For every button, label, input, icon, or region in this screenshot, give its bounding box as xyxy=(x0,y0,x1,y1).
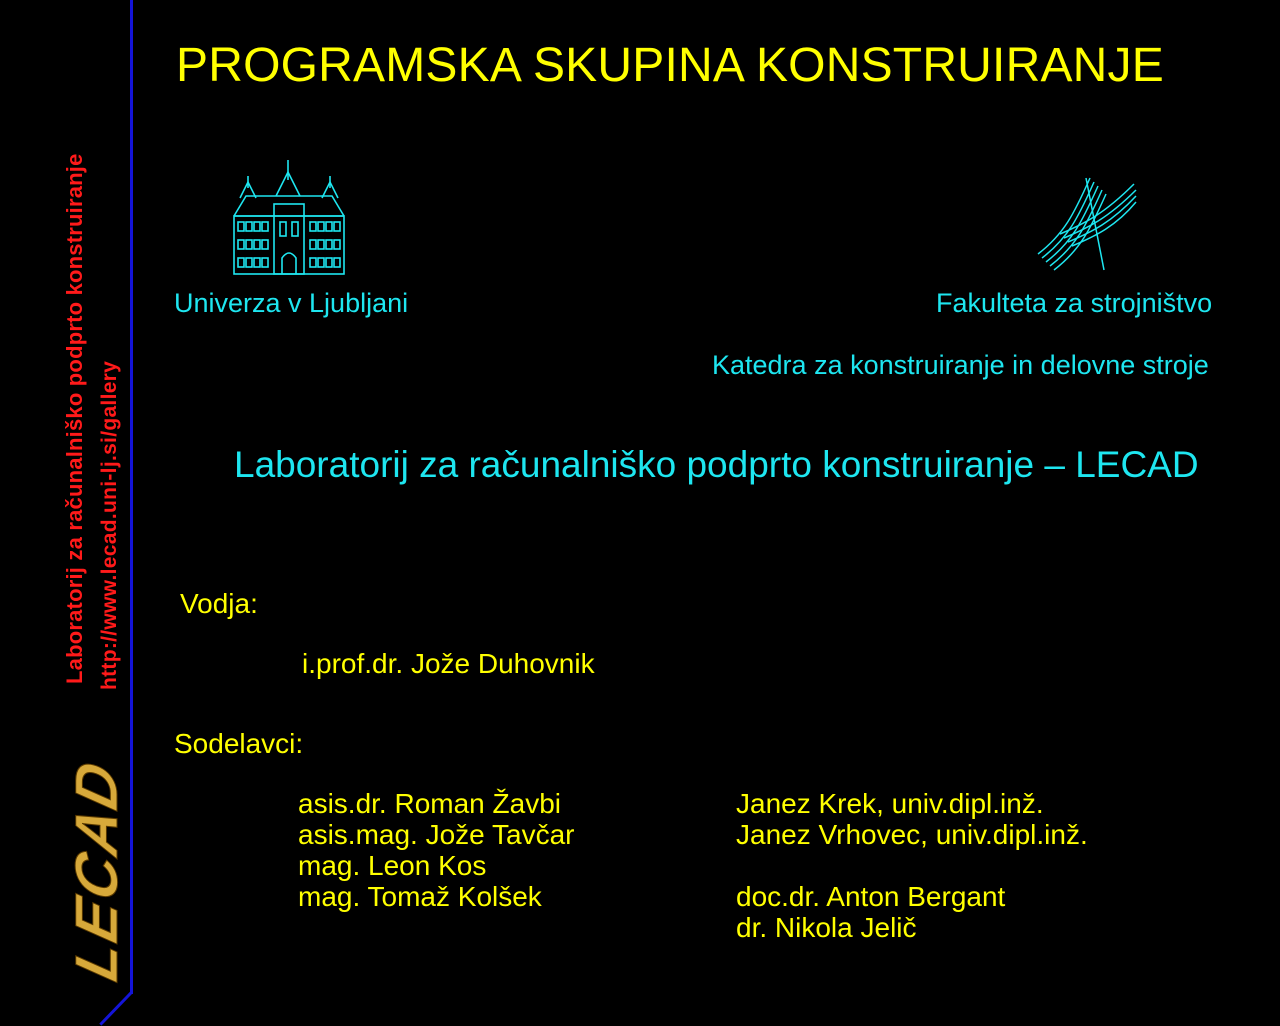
department-label: Katedra za konstruiranje in delovne stroje xyxy=(712,350,1209,380)
collaborator-name: doc.dr. Anton Bergant xyxy=(736,881,1006,912)
collaborators-column-b xyxy=(736,788,1088,850)
collaborator-name: Janez Krek, univ.dipl.inž. xyxy=(736,788,1044,819)
leader-label: Vodja: xyxy=(180,588,258,619)
collaborator-name: mag. Leon Kos xyxy=(298,850,487,881)
page-title: PROGRAMSKA SKUPINA KONSTRUIRANJE xyxy=(176,39,1164,92)
leader-name: i.prof.dr. Jože Duhovnik xyxy=(302,648,595,679)
faculty-logo-icon xyxy=(1034,174,1138,274)
sidebar-divider-corner xyxy=(99,992,132,1026)
sidebar-url-link[interactable]: http://www.lecad.uni-lj.si/gallery xyxy=(98,360,121,690)
collaborators-column-c xyxy=(736,881,1005,943)
collaborators-column-a xyxy=(298,788,575,912)
lecad-logo: LECAD xyxy=(63,753,130,987)
collaborator-name: dr. Nikola Jelič xyxy=(736,912,917,943)
collaborator-name: asis.mag. Jože Tavčar xyxy=(298,819,575,850)
collaborators-label: Sodelavci: xyxy=(174,728,304,759)
sidebar-lab-name: Laboratorij za računalniško podprto konstruiranje xyxy=(62,153,87,684)
university-label: Univerza v Ljubljani xyxy=(174,288,409,318)
collaborator-name: Janez Vrhovec, univ.dipl.inž. xyxy=(736,819,1088,850)
university-building-icon xyxy=(230,158,348,278)
laboratory-title: Laboratorij za računalniško podprto konstruiranje – LECAD xyxy=(234,444,1199,485)
faculty-label: Fakulteta za strojništvo xyxy=(936,288,1213,318)
collaborator-name: mag. Tomaž Kolšek xyxy=(298,881,542,912)
collaborator-name: asis.dr. Roman Žavbi xyxy=(298,788,561,819)
